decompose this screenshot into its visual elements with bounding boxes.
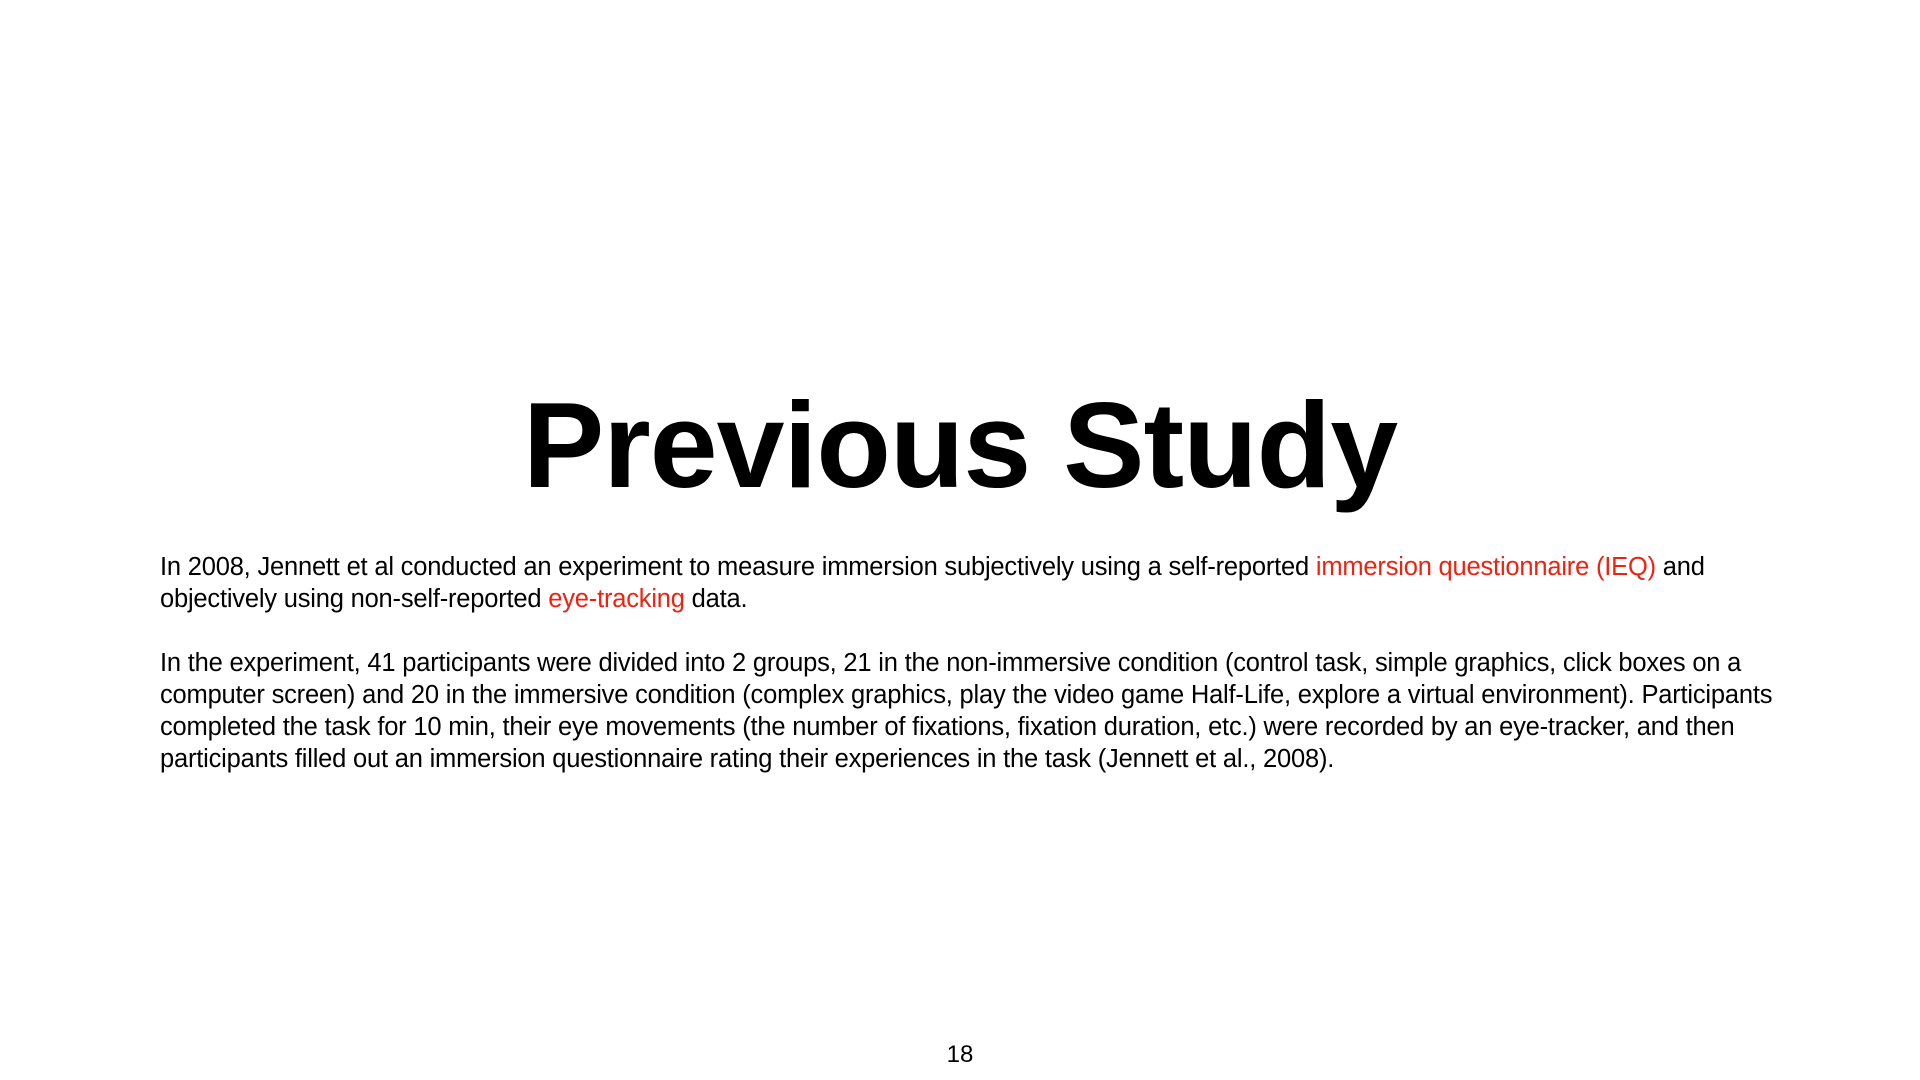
slide-body <box>160 551 1800 807</box>
slide-title: Previous Study <box>522 377 1398 513</box>
paragraph-intro-text-1: In 2008, Jennett et al conducted an experiment to measure immersion subjectively using a self-reported <box>160 553 1316 581</box>
page-number: 18 <box>946 1041 974 1068</box>
paragraph-intro-text-3: data. <box>684 585 748 613</box>
paragraph-experiment: In the experiment, 41 participants were divided into 2 groups, 21 in the non-immersive condition (control task, simple graphics, click boxes on a computer screen) and 20 in the immersive condition (complex graphics, play the video game Half-Life, explore a virtual environment). Participants completed the task for 10 min, their eye movements (the number of fixations, fixation duration, etc.) were recorded by an eye-tracker, and then participants filled out an immersion questionnaire rating their experiences in the task (Jennett et al., 2008). <box>160 649 1773 773</box>
highlight-ieq: immersion questionnaire (IEQ) <box>1315 553 1656 581</box>
paragraph-intro-text-2: and objectively using non-self-reported <box>160 553 1705 613</box>
paragraph-intro <box>160 551 1800 615</box>
highlight-eye-tracking: eye-tracking <box>548 585 685 613</box>
